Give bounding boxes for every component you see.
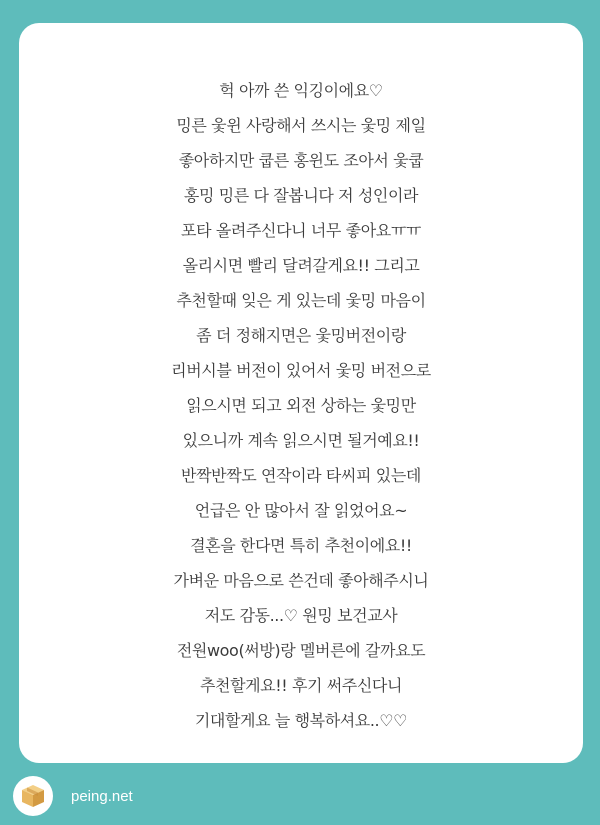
message-text xyxy=(19,73,583,738)
message-line: 좋아하지만 쿱른 홍윈도 조아서 웇쿱 xyxy=(178,151,424,170)
message-line: 포타 올려주신다니 너무 좋아요ㅠㅠ xyxy=(181,221,421,240)
footer xyxy=(13,776,133,816)
message-line: 리버시블 버전이 있어서 웇밍 버전으로 xyxy=(171,361,431,380)
message-line: 저도 감동...♡ 원밍 보건교사 xyxy=(204,606,398,625)
message-card xyxy=(19,23,583,763)
message-line: 결혼을 한다면 특히 추천이에요!! xyxy=(190,536,412,555)
message-line: 언급은 안 많아서 잘 읽었어요~ xyxy=(194,501,408,520)
message-line: 기대할게요 늘 행복하셔요..♡♡ xyxy=(194,711,408,730)
message-line: 전원woo(써방)랑 멜버른에 갈까요도 xyxy=(176,641,426,660)
message-line: 홍밍 밍른 다 잘봅니다 저 성인이라 xyxy=(183,186,419,205)
message-line: 있으니까 계속 읽으시면 될거예요!! xyxy=(182,431,420,450)
message-line: 추천할게요!! 후기 써주신다니 xyxy=(199,676,403,695)
message-line: 추천할때 잊은 게 있는데 웇밍 마음이 xyxy=(176,291,426,310)
message-line: 헉 아까 쓴 익깅이에요♡ xyxy=(219,81,383,100)
message-line: 읽으시면 되고 외전 상하는 웇밍만 xyxy=(186,396,416,415)
box-icon[interactable] xyxy=(13,776,53,816)
message-line: 올리시면 빨리 달려갈게요!! 그리고 xyxy=(182,256,420,275)
brand-link[interactable]: peing.net xyxy=(71,787,133,805)
message-line: 가벼운 마음으로 쓴건데 좋아해주시니 xyxy=(173,571,429,590)
message-line: 밍른 웇윈 사랑해서 쓰시는 웇밍 제일 xyxy=(176,116,426,135)
message-line: 반짝반짝도 연작이라 타씨피 있는데 xyxy=(181,466,421,485)
message-line: 좀 더 정해지면은 웇밍버전이랑 xyxy=(196,326,406,345)
